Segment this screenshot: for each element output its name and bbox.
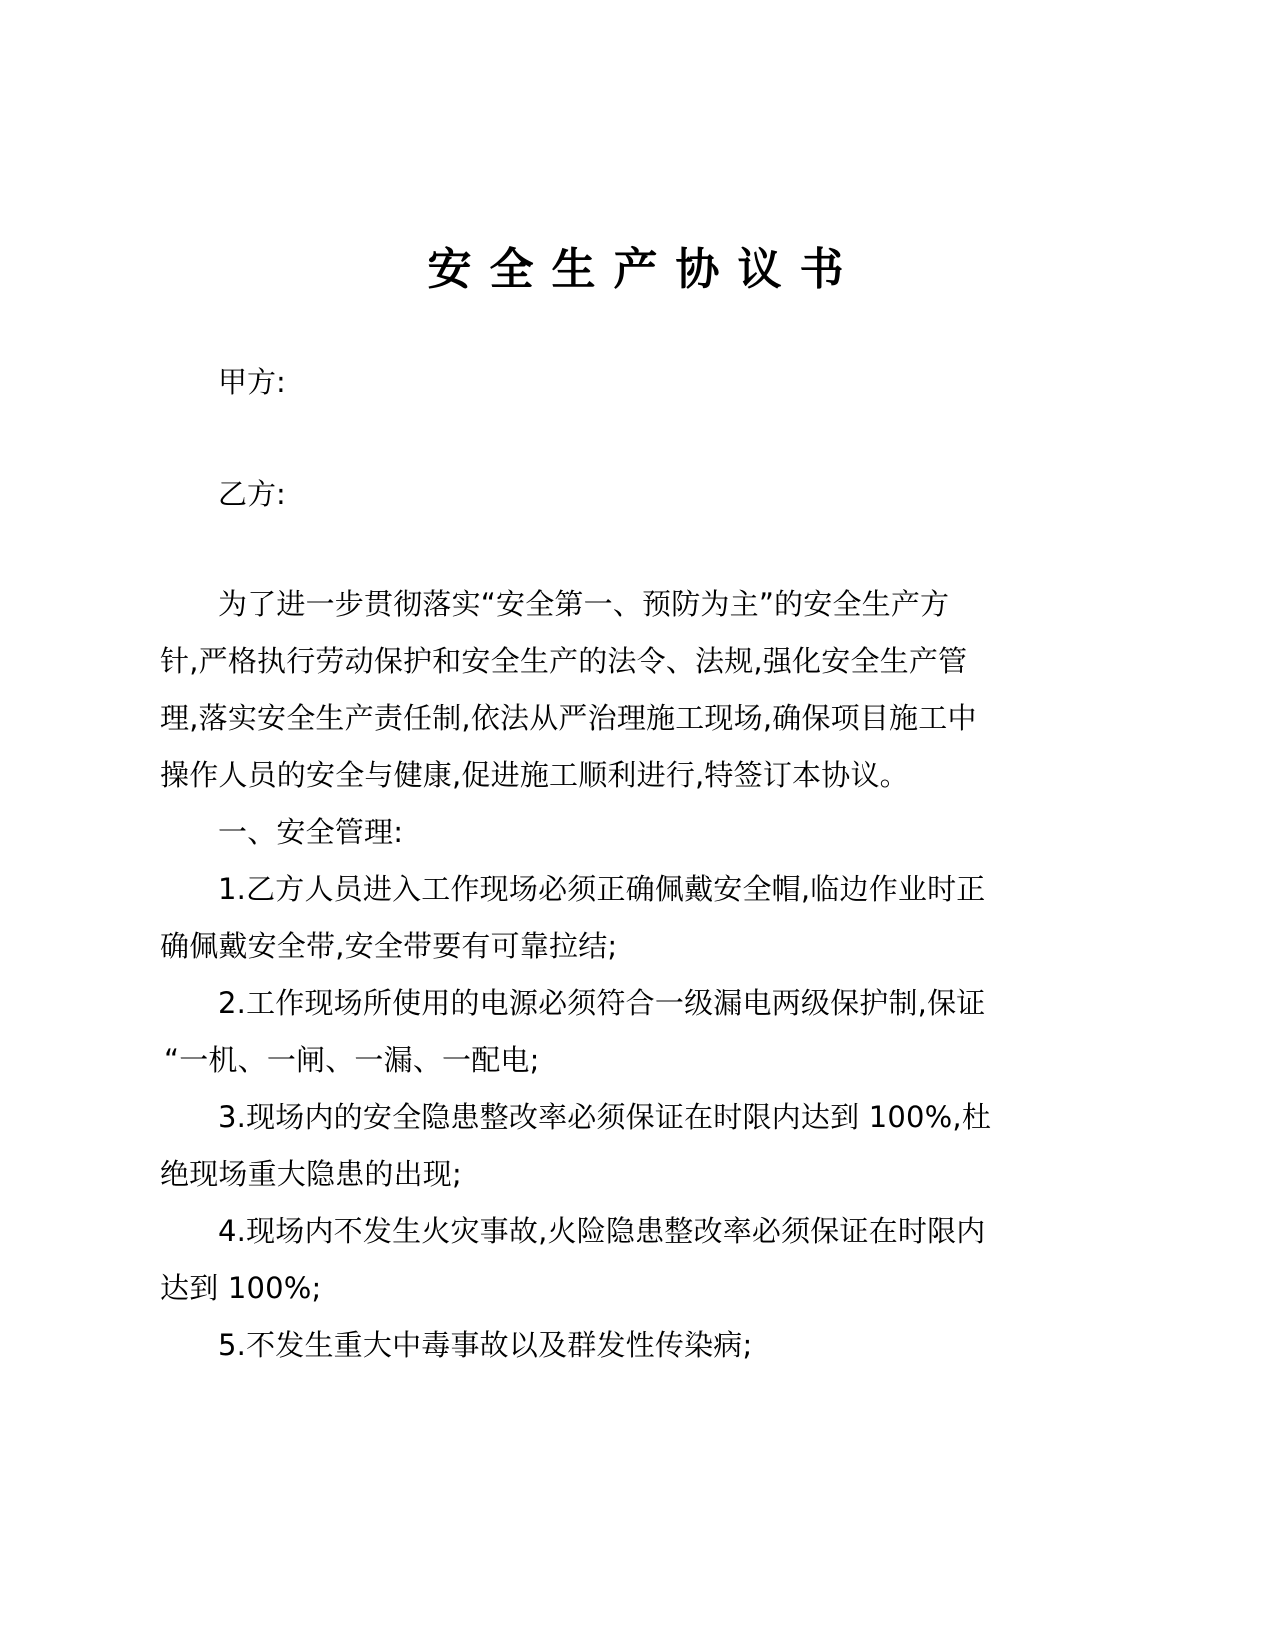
list-item-line: 2.工作现场所使用的电源必须符合一级漏电两级保护制,保证 [218, 986, 986, 1020]
list-item [160, 975, 1100, 1089]
list-item-line: 1.乙方人员进入工作现场必须正确佩戴安全帽,临边作业时正 [218, 872, 986, 906]
list-item [160, 1317, 1100, 1374]
preamble-line: 针,严格执行劳动保护和安全生产的法令、法规,强化安全生产管 [160, 644, 968, 678]
list-item-line: 5.不发生重大中毒事故以及群发性传染病; [218, 1328, 753, 1362]
preamble-paragraph [160, 576, 1100, 804]
party-b-label: 乙方: [218, 477, 286, 511]
section-safety-management [160, 804, 1100, 1374]
list-item [160, 861, 1100, 975]
section-heading: 一、安全管理: [218, 815, 404, 849]
list-item-line: 达到 100%; [160, 1271, 322, 1305]
list-item [160, 1089, 1100, 1203]
document-body [160, 576, 1100, 1374]
list-item-line: 4.现场内不发生火灾事故,火险隐患整改率必须保证在时限内 [218, 1214, 986, 1248]
list-item-line: 确佩戴安全带,安全带要有可靠拉结; [160, 929, 618, 963]
preamble-line: 理,落实安全生产责任制,依法从严治理施工现场,确保项目施工中 [160, 701, 977, 735]
list-item-line: “一机、一闸、一漏、一配电; [164, 1043, 540, 1077]
list-item-line: 3.现场内的安全隐患整改率必须保证在时限内达到 100%,杜 [218, 1100, 992, 1134]
list-item-line: 绝现场重大隐患的出现; [160, 1157, 462, 1191]
party-a-label: 甲方: [218, 365, 286, 399]
document-title: 安全生产协议书 [427, 244, 862, 295]
preamble-line: 为了进一步贯彻落实“安全第一、预防为主”的安全生产方 [218, 587, 950, 621]
preamble-line: 操作人员的安全与健康,促进施工顺利进行,特签订本协议。 [160, 758, 909, 792]
list-item [160, 1203, 1100, 1317]
